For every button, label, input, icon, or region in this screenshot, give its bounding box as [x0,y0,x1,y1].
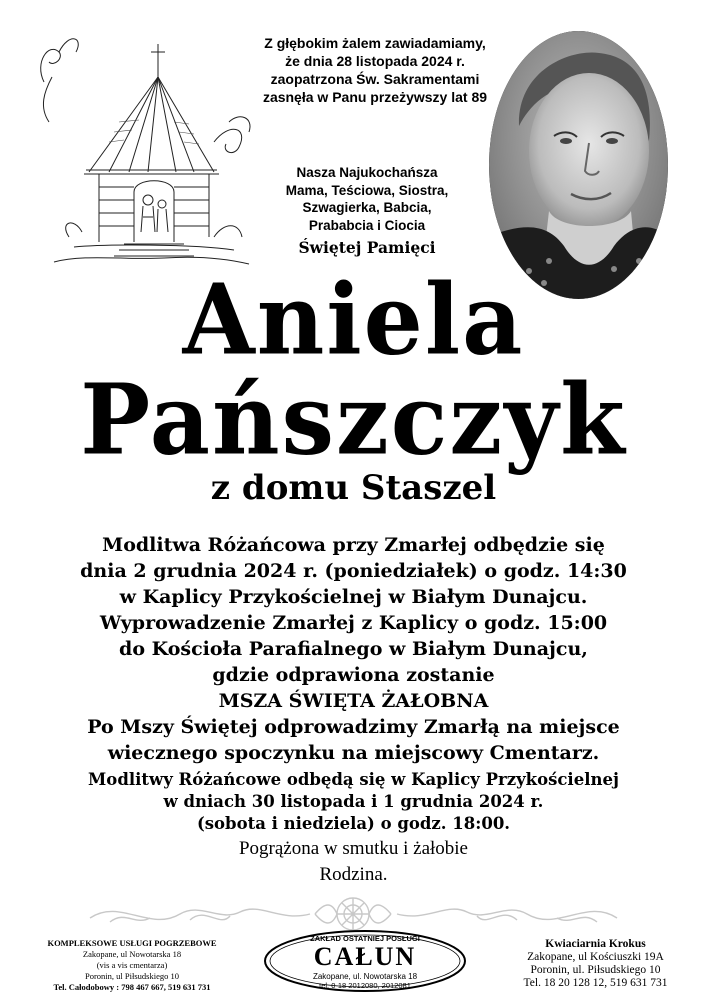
announcement-intro [250,34,500,106]
florist-address: Zakopane, ul Kościuszki 19A [527,951,664,963]
portrait-photo [489,31,668,299]
relations-line: Szwagierka, Babcia, [302,200,432,215]
florist-phone: Tel. 18 20 128 12, 519 631 731 [523,977,668,989]
intro-line: zaopatrzona Św. Sakramentami [270,71,480,87]
rosary-line: (sobota i niedziela) o godz. 18:00. [196,814,511,833]
ceremony-line: Po Mszy Świętej odprowadzimy Zmarłą na miejsce [87,716,620,738]
services-title: KOMPLEKSOWE USŁUGI POGRZEBOWE [47,938,217,948]
logo-phone: tel. 0-18 2012080, 2012081 [319,981,411,990]
ceremony-line: dnia 2 grudnia 2024 r. (poniedziałek) o godz. 14:30 [80,560,627,582]
services-phone: Tel. Całodobowy : 798 467 667, 519 631 731 [53,982,211,992]
deceased-last-name: Pańszczyk [80,362,627,477]
intro-line: że dnia 28 listopada 2024 r. [285,53,465,69]
deceased-maiden-name: z domu Staszel [210,468,497,508]
funeral-services-contact [22,938,242,993]
florist-contact [488,938,703,990]
logo-subtitle: ZAKŁAD OSTATNIEJ POSŁUGI [310,934,420,943]
deceased-first-name: Aniela [182,262,525,377]
relations-line: Nasza Najukochańsza [296,165,438,180]
ceremony-line: Wyprowadzenie Zmarłej z Kaplicy o godz. 15:00 [99,612,608,634]
florist-title: Kwiaciarnia Krokus [545,938,646,950]
logo-address: Zakopane, ul. Nowotarska 18 [312,972,418,981]
family-line: Rodzina. [319,864,388,885]
ceremony-line: gdzie odprawiona zostanie [212,664,495,686]
ceremony-line: do Kościoła Parafialnego w Białym Dunajcu, [119,638,588,660]
rosary-prayers-details [0,769,707,835]
ceremony-line: w Kaplicy Przykościelnej w Białym Dunajcu. [119,586,588,608]
relations-line: Prababcia i Ciocia [308,217,426,233]
logo-name: CAŁUN [313,942,417,971]
chapel-sketch-illustration [14,22,264,272]
family-relations [262,164,472,234]
services-address: Zakopane, ul Nowotarska 18 [82,949,182,959]
relations-line: Mama, Teściowa, Siostra, [285,182,449,198]
family-line: Pogrążona w smutku i żałobie [238,838,468,859]
calun-logo [262,928,468,994]
ceremony-line: MSZA ŚWIĘTA ŻAŁOBNA [218,690,489,712]
ceremony-line: Modlitwa Różańcowa przy Zmarłej odbędzie się [102,534,605,556]
florist-address: Poronin, ul. Piłsudskiego 10 [530,964,661,976]
rosary-line: Modlitwy Różańcowe odbędą się w Kaplicy Przykościelnej [88,770,619,789]
intro-line: Z głębokim żalem zawiadamiamy, [264,35,486,51]
rosary-line: w dniach 30 listopada i 1 grudnia 2024 r. [163,792,544,811]
memory-heading: Świętej Pamięci [298,238,436,257]
ceremony-line: wiecznego spoczynku na miejscowy Cmentarz. [107,742,600,764]
intro-line: zasnęła w Panu przeżywszy lat 89 [262,89,488,105]
funeral-ceremony-details [0,532,707,766]
family-signature [0,836,707,888]
services-address-note: (vis a vis cmentarza) [96,960,168,970]
services-address: Poronin, ul Piłsudskiego 10 [85,971,179,981]
